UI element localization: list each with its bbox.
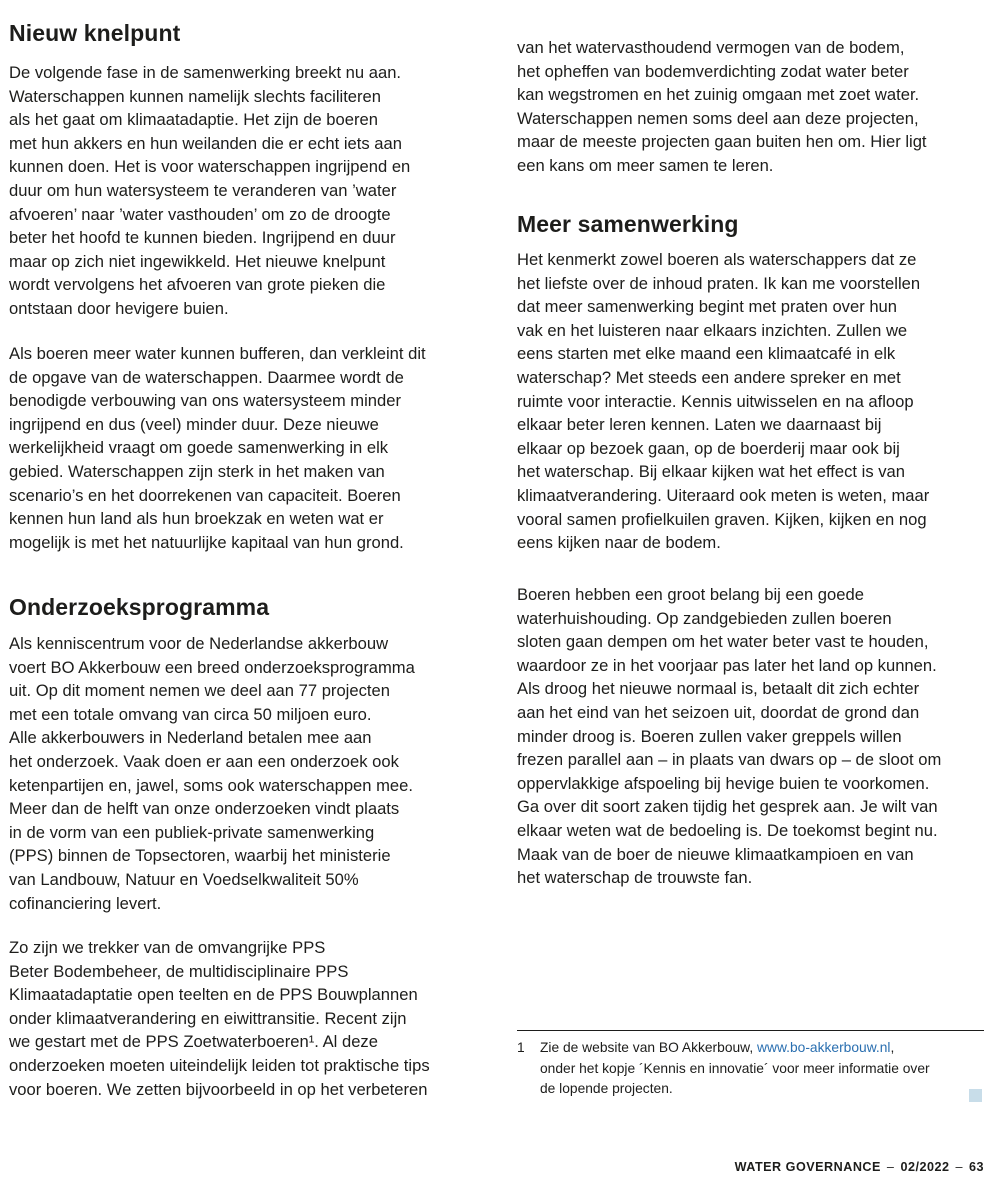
text-line: Ga over dit soort zaken tijdig het gesprek aan. Je wilt van [517,797,938,817]
page-folio [735,1160,984,1174]
publication-name: WATER GOVERNANCE [734,1160,881,1174]
text-line: maar op zich niet ingewikkeld. Het nieuwe knelpunt [9,251,386,271]
text-line: waardoor ze in het voorjaar pas later het land op kunnen. [517,655,937,675]
text-line: Het kenmerkt zowel boeren als waterschappers dat ze [517,250,917,269]
text-line: (PPS) binnen de Topsectoren, waarbij het ministerie [9,846,391,866]
paragraph [9,61,410,321]
text-line: oppervlakkige afspoeling bij hevige buien te voorkomen. [517,773,930,793]
footnote-line: onder het kopje ´Kennis en innovatie´ voor meer informatie over [540,1060,930,1076]
decorative-square [969,1089,982,1102]
text-line: van Landbouw, Natuur en Voedselkwaliteit 50% [9,869,359,889]
text-line: beter het hoofd te kunnen bieden. Ingrijpend en duur [9,228,396,248]
text-line: een kans om meer samen te leren. [517,155,774,175]
text-line: met hun akkers en hun weilanden die er echt iets aan [9,133,402,153]
heading-onderzoeksprogramma: Onderzoeksprogramma [9,594,270,620]
footnote-divider [517,1030,984,1031]
text-line: Als kenniscentrum voor de Nederlandse akkerbouw [9,634,389,653]
text-line: Zo zijn we trekker van de omvangrijke PPS [9,938,326,957]
text-line: in de vorm van een publiek-private samenwerking [9,822,375,842]
text-line: kan wegstromen en het zuinig omgaan met zoet water. [517,85,920,105]
text-line: maar de meeste projecten gaan buiten hen om. Hier ligt [517,132,927,152]
paragraph [517,248,929,555]
text-line: elkaar beter leren kennen. Laten we daarnaast bij [517,415,882,435]
text-line: ontstaan door hevigere buien. [9,298,229,318]
text-line: waterhuishouding. Op zandgebieden zullen boeren [517,608,892,628]
text-line: Maak van de boer de nieuwe klimaatkampioen en van [517,844,914,864]
paragraph [517,583,941,890]
text-line: met een totale omvang van circa 50 miljoen euro. [9,704,372,724]
paragraph [517,36,927,178]
text-line: Als droog het nieuwe normaal is, betaalt dit zich echter [517,679,920,699]
text-line: minder droog is. Boeren zullen vaker greppels willen [517,726,902,746]
folio-separator: – [886,1160,895,1174]
issue-number: 02/2022 [900,1160,950,1174]
text-line: van het watervasthoudend vermogen van de bodem, [517,38,905,57]
text-line: Waterschappen kunnen namelijk slechts faciliteren [9,86,382,106]
folio-separator: – [955,1160,963,1174]
text-line: elkaar op bezoek gaan, op de boerderij maar ook bij [517,438,900,458]
text-line: ketenpartijen en, jawel, soms ook waterschappen mee. [9,775,414,795]
text-line: Waterschappen nemen soms deel aan deze projecten, [517,108,919,128]
text-line: de opgave van de waterschappen. Daarmee wordt de [9,367,404,387]
text-line: wordt vervolgens het afvoeren van grote pieken die [9,275,386,295]
text-line: ruimte voor interactie. Kennis uitwisselen en na afloop [517,391,914,411]
text-line: klimaatverandering. Uiteraard ook meten is weten, maar [517,485,930,505]
text-line: eens starten met elke maand een klimaatcafé in elk [517,344,896,364]
text-line: het waterschap de trouwste fan. [517,868,753,888]
text-line: we gestart met de PPS Zoetwaterboeren¹. Al deze [9,1032,378,1052]
page-number: 63 [968,1160,984,1174]
paragraph [9,342,426,554]
text-line: Meer dan de helft van onze onderzoeken vindt plaats [9,799,400,819]
text-line: het opheffen van bodemverdichting zodat water beter [517,61,909,81]
text-line: kunnen doen. Het is voor waterschappen ingrijpend en [9,157,411,177]
footnote-body [540,1038,930,1100]
text-line: het onderzoek. Vaak doen er aan een onderzoek ook [9,751,399,771]
text-line: Boeren hebben een groot belang bij een goede [517,585,864,604]
text-line: ingrijpend en dus (veel) minder duur. Deze nieuwe [9,414,379,434]
text-line: mogelijk is met het natuurlijke kapitaal van hun grond. [9,532,404,552]
text-line: vak en het luisteren naar elkaars inzichten. Zullen we [517,320,908,340]
footnote-text: Zie de website van BO Akkerbouw, [540,1040,758,1055]
text-line: voor boeren. We zetten bijvoorbeeld in op het verbeteren [9,1079,428,1099]
paragraph [9,936,430,1101]
text-line: De volgende fase in de samenwerking breekt nu aan. [9,63,402,82]
text-line: het waterschap. Bij elkaar kijken wat het effect is van [517,462,906,482]
text-line: Alle akkerbouwers in Nederland betalen mee aan [9,728,372,748]
text-line: aan het eind van het seizoen uit, doordat de grond dan [517,702,920,722]
text-line: werkelijkheid vraagt om goede samenwerking in elk [9,438,389,458]
text-line: scenario’s en het doorrekenen van capaciteit. Boeren [9,485,401,505]
text-line: dat meer samenwerking begint met praten over hun [517,297,898,317]
text-line: uit. Op dit moment nemen we deel aan 77 projecten [9,681,390,701]
text-line: afvoeren’ naar ’water vasthouden’ om zo de droogte [9,204,391,224]
text-line: als het gaat om klimaatadaptie. Het zijn de boeren [9,110,378,130]
footnote-text: , [890,1040,895,1055]
text-line: voert BO Akkerbouw een breed onderzoeksprogramma [9,657,415,677]
text-line: sloten gaan dempen om het water beter vast te houden, [517,632,929,652]
text-line: onderzoeken moeten uiteindelijk leiden tot praktische tips [9,1055,430,1075]
text-line: onder klimaatverandering en eiwittransitie. Recent zijn [9,1008,407,1028]
website-link[interactable]: www.bo-akkerbouw.nl [757,1040,891,1055]
heading-nieuw-knelpunt: Nieuw knelpunt [9,20,181,46]
text-line: frezen parallel aan – in plaats van dwars op – de sloot om [517,750,942,770]
text-line: vooral samen profielkuilen graven. Kijken, kijken en nog [517,509,927,529]
footnote-line [540,1038,930,1059]
text-line: cofinanciering levert. [9,893,162,913]
text-line: benodigde verbouwing van ons watersysteem minder [9,391,402,411]
heading-meer-samenwerking: Meer samenwerking [517,211,739,237]
text-line: Klimaatadaptatie open teelten en de PPS Bouwplannen [9,985,418,1005]
text-line: kennen hun land als hun broekzak en weten wat er [9,509,384,529]
text-line: eens kijken naar de bodem. [517,533,721,553]
text-line: duur om hun watersysteem te veranderen van ’water [9,180,397,200]
footnote-number: 1 [517,1040,525,1055]
footnote-line: de lopende projecten. [540,1081,673,1097]
text-line: elkaar weten wat de bedoeling is. De toekomst begint nu. [517,820,938,840]
text-line: Als boeren meer water kunnen bufferen, dan verkleint dit [9,344,426,363]
text-line: het liefste over de inhoud praten. Ik kan me voorstellen [517,273,921,293]
paragraph [9,632,415,915]
text-line: gebied. Waterschappen zijn sterk in het maken van [9,461,385,481]
text-line: Beter Bodembeheer, de multidisciplinaire PPS [9,961,349,981]
text-line: waterschap? Met steeds een andere spreker en met [517,367,901,387]
